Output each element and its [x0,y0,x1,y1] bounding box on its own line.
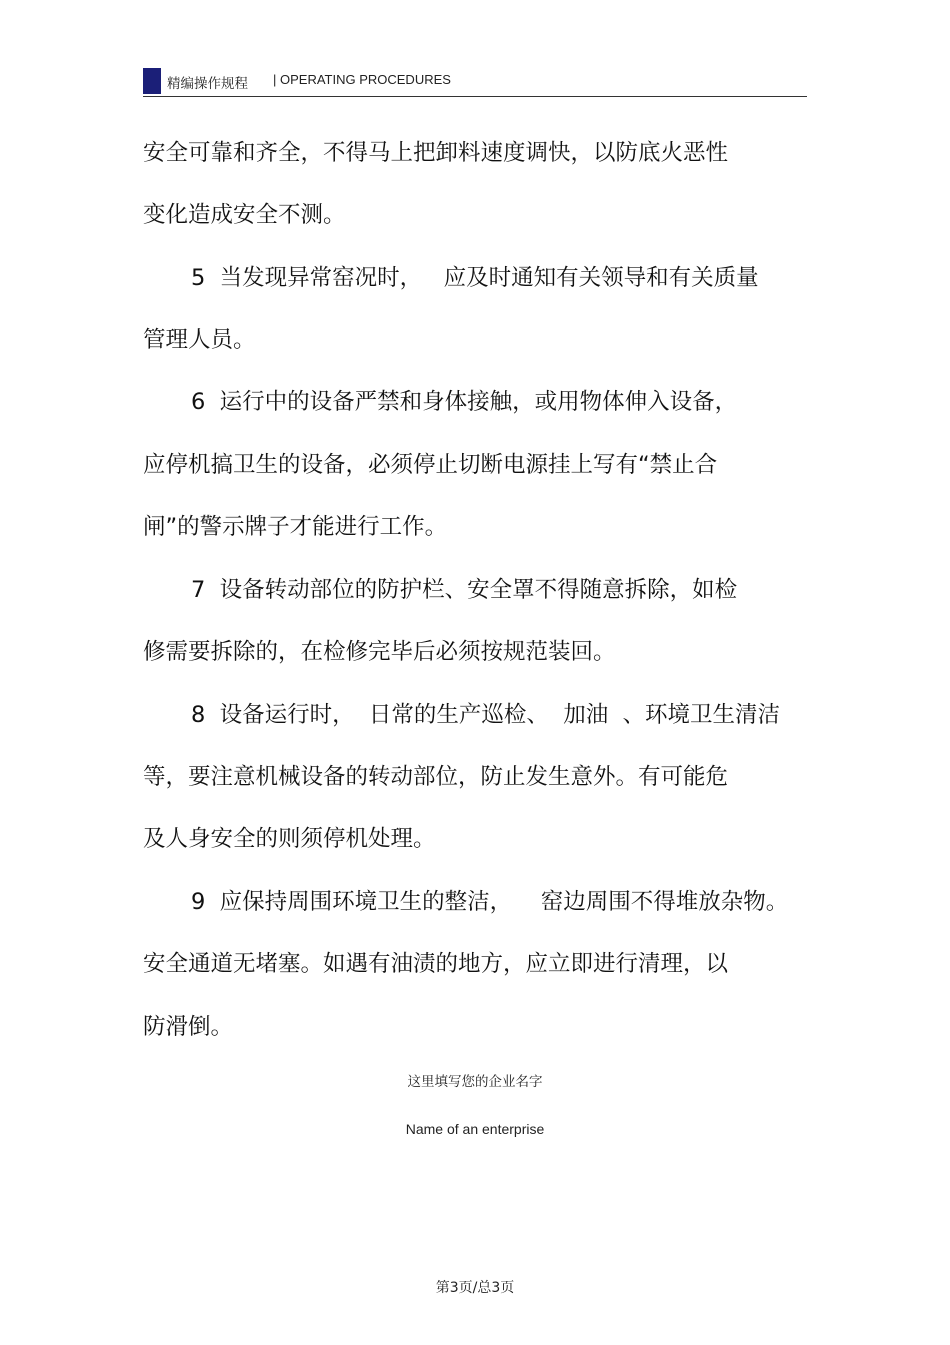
company-name-cn: 这里填写您的企业名字 [407,1074,543,1090]
company-name-en: Name of an enterprise [405,1121,545,1137]
page-number: 第3页/总3页 [435,1280,515,1296]
body-line: 应停机搞卫生的设备，必须停止切断电源挂上写有“禁止合 [143,452,718,478]
logo-icon [143,68,161,94]
body-line: 防滑倒。 [143,1014,234,1040]
header-title: 精编操作规程 [167,76,248,92]
body-line: 8 设备运行时， 日常的生产巡检、 加油 、环境卫生清洁 [191,702,781,728]
body-line: 安全通道无堵塞。如遇有油渍的地方，应立即进行清理，以 [143,951,729,977]
body-line: 变化造成安全不测。 [143,202,346,228]
body-line: 修需要拆除的，在检修完毕后必须按规范装回。 [143,639,616,665]
body-line: 9 应保持周围环境卫生的整洁， 窑边周围不得堆放杂物。 [191,889,789,915]
body-line: 6 运行中的设备严禁和身体接触，或用物体伸入设备， [191,389,738,415]
body-line: 闸”的警示牌子才能进行工作。 [143,514,448,540]
body-line: 及人身安全的则须停机处理。 [143,826,436,852]
body-line: 安全可靠和齐全，不得马上把卸料速度调快，以防底火恶性 [143,140,729,166]
body-line: 7 设备转动部位的防护栏、安全罩不得随意拆除，如检 [191,577,738,603]
body-line: 等，要注意机械设备的转动部位，防止发生意外。有可能危 [143,764,729,790]
body-line: 5 当发现异常窑况时， 应及时通知有关领导和有关质量 [191,265,759,291]
header-subtitle: | OPERATING PROCEDURES [273,72,451,87]
body-line: 管理人员。 [143,327,256,353]
page-header [143,66,807,97]
